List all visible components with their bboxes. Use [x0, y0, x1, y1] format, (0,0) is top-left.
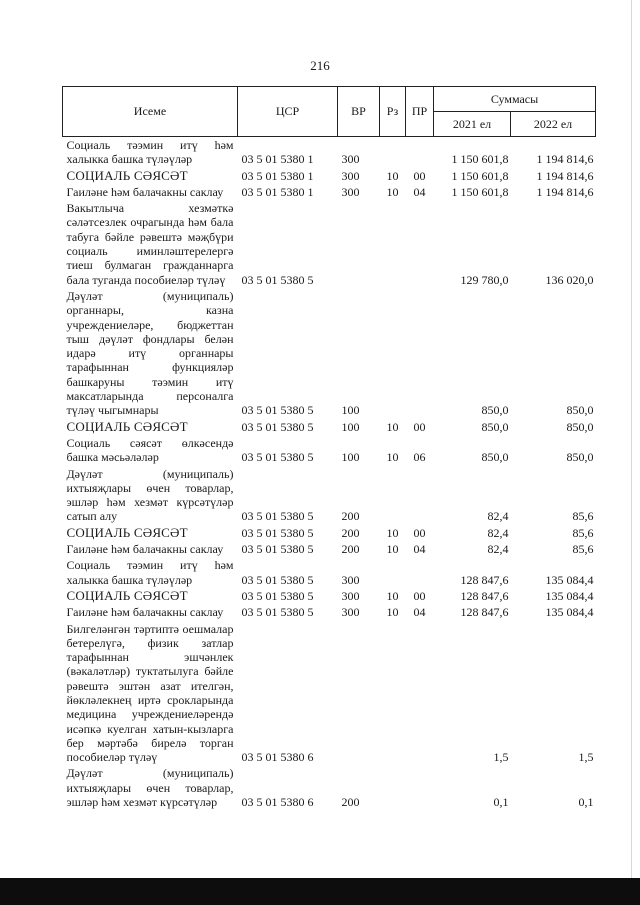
cell-rz	[380, 557, 406, 588]
cell-y1: 1 150 601,8	[451, 184, 509, 199]
cell-rz: 10	[386, 588, 399, 603]
cell-pr	[406, 466, 434, 525]
cell-csr: 03 5 01 5380 5	[241, 450, 314, 465]
cell-vr: 100	[341, 419, 360, 434]
cell-csr: 03 5 01 5380 1	[241, 184, 314, 199]
header-name: Исеме	[63, 87, 238, 137]
cell-rz: 10	[386, 419, 399, 434]
table-row	[63, 604, 596, 620]
cell-name: СОЦИАЛЬ СӘЯСӘТ	[66, 167, 188, 183]
cell-name: Билгеләнгән тәртиптә оешмалар бетерелүгә, физик затлар тарафыннан эшчәнлек (вәкаләтләр) туктатылуга бәйле рәвештә эштән азат ителгән, йөкләлекнең иртә срокларында медицина учреждениеләрендә исәпкә куелган хатын-кызларга бер мәртәбә бирелә торган пособиеләр түләү	[66, 621, 234, 765]
cell-csr: 03 5 01 5380 5	[241, 588, 314, 603]
cell-y1: 850,0	[481, 419, 509, 434]
cell-y2: 85,6	[572, 542, 594, 557]
page-edge-line	[631, 0, 632, 878]
cell-pr: 00	[413, 588, 426, 603]
cell-vr: 300	[341, 152, 360, 167]
cell-y2: 85,6	[572, 525, 594, 540]
cell-y2: 850,0	[566, 403, 594, 418]
page-number: 216	[310, 58, 330, 73]
cell-rz	[380, 137, 406, 168]
cell-name: Социаль тәэмин итү һәм халыкка башка түләүләр	[66, 138, 234, 167]
cell-name: Дәүләт (муниципаль) ихтыяҗлары өчен товарлар, эшләр һәм хезмәт күрсәтүләр	[66, 766, 234, 810]
cell-vr: 300	[341, 588, 360, 603]
cell-y1: 129 780,0	[460, 272, 509, 287]
cell-csr: 03 5 01 5380 1	[241, 152, 314, 167]
cell-y1: 82,4	[487, 525, 509, 540]
table-row	[63, 137, 596, 168]
table-row	[63, 168, 596, 184]
cell-pr: 04	[413, 542, 426, 557]
header-year-2022: 2022 ел	[511, 112, 596, 137]
cell-vr: 200	[341, 525, 360, 540]
cell-pr	[406, 557, 434, 588]
cell-pr: 06	[413, 450, 426, 465]
cell-name: Гаиләне һәм балачакны саклау	[66, 605, 224, 620]
table-row	[63, 184, 596, 200]
cell-name: Гаиләне һәм балачакны саклау	[66, 184, 224, 199]
cell-csr: 03 5 01 5380 5	[241, 525, 314, 540]
cell-pr: 00	[413, 525, 426, 540]
cell-y2: 135 084,4	[545, 605, 594, 620]
cell-vr: 300	[341, 572, 360, 587]
cell-y2: 1 194 814,6	[536, 152, 594, 167]
cell-y2: 1 194 814,6	[536, 168, 594, 183]
cell-vr: 300	[341, 184, 360, 199]
cell-csr: 03 5 01 5380 6	[241, 795, 314, 810]
cell-name: СОЦИАЛЬ СӘЯСӘТ	[66, 524, 188, 540]
table-row	[63, 541, 596, 557]
cell-vr: 100	[341, 450, 360, 465]
cell-pr	[406, 288, 434, 419]
cell-csr: 03 5 01 5380 5	[241, 509, 314, 524]
cell-pr: 04	[413, 605, 426, 620]
table-row	[63, 288, 596, 419]
cell-y2: 1,5	[578, 750, 594, 765]
cell-y1: 1,5	[493, 750, 509, 765]
table-body	[63, 137, 596, 811]
table-row	[63, 525, 596, 541]
header-vr: ВР	[338, 87, 380, 137]
cell-y2: 850,0	[566, 450, 594, 465]
cell-y1: 128 847,6	[460, 572, 509, 587]
cell-pr	[406, 200, 434, 288]
cell-name: СОЦИАЛЬ СӘЯСӘТ	[66, 418, 188, 434]
header-pr: ПР	[406, 87, 434, 137]
cell-csr: 03 5 01 5380 5	[241, 605, 314, 620]
cell-pr: 04	[413, 184, 426, 199]
cell-csr: 03 5 01 5380 5	[241, 572, 314, 587]
budget-table	[62, 86, 596, 810]
table-row	[63, 466, 596, 525]
cell-name: Гаиләне һәм балачакны саклау	[66, 542, 224, 557]
cell-y1: 0,1	[493, 795, 509, 810]
cell-pr	[406, 765, 434, 810]
cell-y2: 0,1	[578, 795, 594, 810]
cell-csr: 03 5 01 5380 6	[241, 750, 314, 765]
cell-y2: 850,0	[566, 419, 594, 434]
cell-rz	[380, 621, 406, 766]
cell-rz	[380, 466, 406, 525]
header-sums: Суммасы	[434, 87, 596, 112]
cell-vr: 300	[341, 605, 360, 620]
table-row	[63, 435, 596, 466]
cell-vr: 100	[341, 403, 360, 418]
table-row	[63, 621, 596, 766]
cell-y2: 136 020,0	[545, 272, 594, 287]
cell-pr: 00	[413, 168, 426, 183]
cell-y1: 128 847,6	[460, 588, 509, 603]
table-row	[63, 588, 596, 604]
cell-pr	[406, 621, 434, 766]
cell-rz	[380, 200, 406, 288]
cell-rz: 10	[386, 542, 399, 557]
cell-name: СОЦИАЛЬ СӘЯСӘТ	[66, 587, 188, 603]
cell-y2: 135 084,4	[545, 572, 594, 587]
cell-rz: 10	[386, 450, 399, 465]
cell-y2: 135 084,4	[545, 588, 594, 603]
cell-y2: 85,6	[572, 509, 594, 524]
cell-vr: 200	[341, 542, 360, 557]
cell-y2: 1 194 814,6	[536, 184, 594, 199]
cell-csr: 03 5 01 5380 5	[241, 403, 314, 418]
cell-rz: 10	[386, 605, 399, 620]
cell-rz	[380, 288, 406, 419]
cell-y1: 850,0	[481, 403, 509, 418]
cell-name: Социаль тәэмин итү һәм халыкка башка түләүләр	[66, 558, 234, 587]
cell-vr	[338, 200, 380, 288]
cell-vr: 200	[341, 509, 360, 524]
cell-y1: 82,4	[487, 509, 509, 524]
table-row	[63, 419, 596, 435]
header-rz: Рз	[380, 87, 406, 137]
cell-vr: 200	[341, 795, 360, 810]
cell-y1: 128 847,6	[460, 605, 509, 620]
cell-rz: 10	[386, 184, 399, 199]
cell-y1: 1 150 601,8	[451, 152, 509, 167]
cell-pr	[406, 137, 434, 168]
cell-vr: 300	[341, 168, 360, 183]
table-row	[63, 557, 596, 588]
cell-pr: 00	[413, 419, 426, 434]
cell-y1: 850,0	[481, 450, 509, 465]
cell-name: Вакытлыча хезмәткә сәләтсезлек очрагында һәм бала табуга бәйле рәвештә мәҗбүри социаль иминләштерелергә тиеш булмаган гражданнарга бала туганда пособиеләр түләү	[66, 201, 234, 287]
header-csr: ЦСР	[238, 87, 338, 137]
cell-name: Социаль сәясәт өлкәсендә башка мәсьәләләр	[66, 435, 234, 465]
cell-y1: 1 150 601,8	[451, 168, 509, 183]
cell-csr: 03 5 01 5380 1	[241, 168, 314, 183]
table-row	[63, 200, 596, 288]
cell-y1: 82,4	[487, 542, 509, 557]
table-row	[63, 765, 596, 810]
cell-csr: 03 5 01 5380 5	[241, 542, 314, 557]
cell-name: Дәүләт (муниципаль) органнары, казна учреждениеләре, бюджеттан тыш дәүләт фондлары белән идарә итү органнары тарафыннан функцияләр башкаруны тәэмин итү максатларында персоналга түләү чыгымнары	[66, 288, 234, 418]
cell-rz: 10	[386, 525, 399, 540]
scan-bottom-bar	[0, 878, 640, 905]
cell-name: Дәүләт (муниципаль) ихтыяҗлары өчен товарлар, эшләр һәм хезмәт күрсәтүләр сатып алу	[66, 466, 234, 524]
cell-vr	[338, 621, 380, 766]
header-year-2021: 2021 ел	[434, 112, 511, 137]
cell-csr: 03 5 01 5380 5	[241, 419, 314, 434]
cell-csr: 03 5 01 5380 5	[241, 272, 314, 287]
table-header	[63, 87, 596, 137]
cell-rz: 10	[386, 168, 399, 183]
cell-rz	[380, 765, 406, 810]
